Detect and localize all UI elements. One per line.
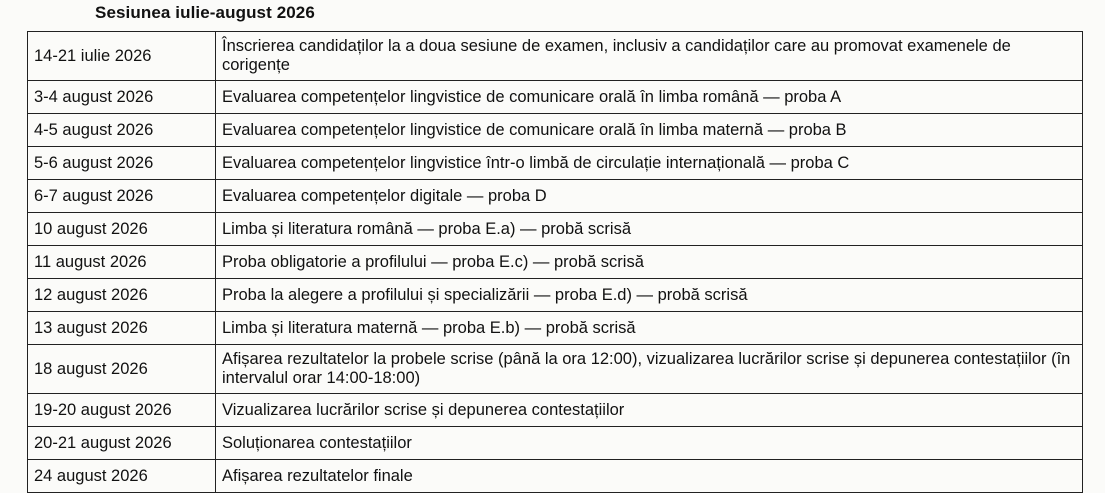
session-title: Sesiunea iulie-august 2026 [95, 3, 315, 22]
date-cell: 18 august 2026 [28, 345, 216, 394]
table-row [28, 114, 1083, 147]
date-cell: 12 august 2026 [28, 279, 216, 312]
table-row [28, 213, 1083, 246]
description-cell: Evaluarea competențelor lingvistice de comunicare orală în limba maternă — proba B [216, 114, 1083, 147]
table-row [28, 246, 1083, 279]
schedule-table [27, 31, 1083, 493]
description-cell: Proba la alegere a profilului și specializării — proba E.d) — probă scrisă [216, 279, 1083, 312]
description-cell: Înscrierea candidaților la a doua sesiune de examen, inclusiv a candidaților care au promovat examenele de corigențe [216, 32, 1083, 81]
description-cell: Vizualizarea lucrărilor scrise și depunerea contestațiilor [216, 394, 1083, 427]
table-row [28, 32, 1083, 81]
description-cell: Evaluarea competențelor lingvistice de comunicare orală în limba română — proba A [216, 81, 1083, 114]
date-cell: 11 august 2026 [28, 246, 216, 279]
description-cell: Evaluarea competențelor digitale — proba D [216, 180, 1083, 213]
date-cell: 6-7 august 2026 [28, 180, 216, 213]
description-cell: Limba și literatura maternă — proba E.b) — probă scrisă [216, 312, 1083, 345]
date-cell: 5-6 august 2026 [28, 147, 216, 180]
description-cell: Soluționarea contestațiilor [216, 427, 1083, 460]
table-row [28, 345, 1083, 394]
table-row [28, 279, 1083, 312]
date-cell: 19-20 august 2026 [28, 394, 216, 427]
description-cell: Afișarea rezultatelor finale [216, 460, 1083, 493]
date-cell: 14-21 iulie 2026 [28, 32, 216, 81]
date-cell: 24 august 2026 [28, 460, 216, 493]
date-cell: 4-5 august 2026 [28, 114, 216, 147]
description-cell: Limba și literatura română — proba E.a) — probă scrisă [216, 213, 1083, 246]
date-cell: 3-4 august 2026 [28, 81, 216, 114]
description-cell: Evaluarea competențelor lingvistice într-o limbă de circulație internațională — proba C [216, 147, 1083, 180]
table-row [28, 147, 1083, 180]
description-cell: Proba obligatorie a profilului — proba E.c) — probă scrisă [216, 246, 1083, 279]
date-cell: 13 august 2026 [28, 312, 216, 345]
table-row [28, 312, 1083, 345]
table-row [28, 427, 1083, 460]
description-cell: Afișarea rezultatelor la probele scrise (până la ora 12:00), vizualizarea lucrărilor scrise și depunerea contestațiilor (în intervalul orar 14:00-18:00) [216, 345, 1083, 394]
table-row [28, 81, 1083, 114]
table-row [28, 180, 1083, 213]
date-cell: 10 august 2026 [28, 213, 216, 246]
table-row [28, 460, 1083, 493]
schedule-body [28, 32, 1083, 493]
date-cell: 20-21 august 2026 [28, 427, 216, 460]
table-row [28, 394, 1083, 427]
